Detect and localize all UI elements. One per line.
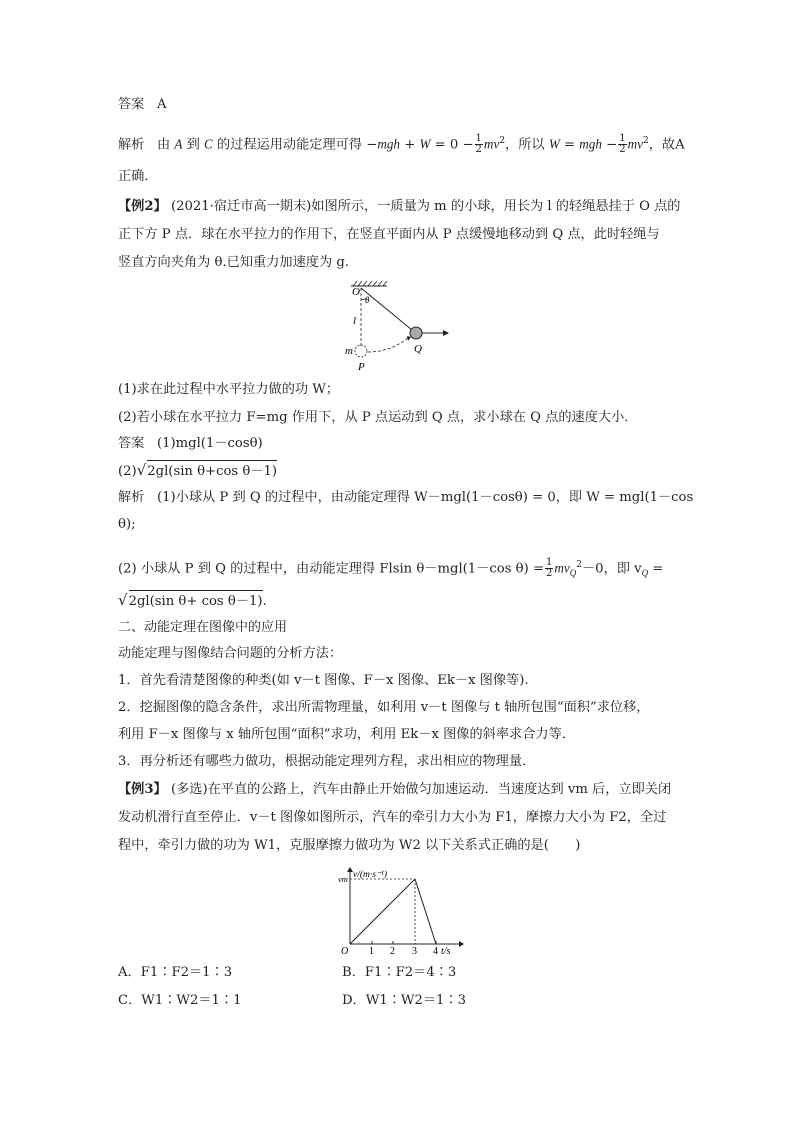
text: ，故A	[648, 137, 685, 153]
answer-1: (1)mgl(1－cosθ)	[156, 436, 263, 451]
question-1: (1)求在此过程中水平拉力做的功 W；	[118, 382, 340, 397]
fraction-half	[545, 558, 553, 579]
analysis2-line-3	[118, 555, 663, 583]
text: ，所以	[505, 137, 549, 153]
var-A: A	[174, 136, 183, 152]
var-C: C	[204, 136, 213, 152]
text: 由	[156, 137, 171, 153]
analysis2-line-2: θ);	[118, 517, 136, 532]
example2-line-1	[118, 197, 681, 217]
superscript: 2	[576, 560, 582, 570]
example-tag: 【例2】	[118, 199, 167, 214]
vt-graph	[335, 866, 465, 958]
y-axis-label: v/(m·s⁻¹)	[353, 870, 387, 880]
label-P: P	[358, 361, 365, 373]
text: 的过程运用动能定理可得 −	[217, 137, 378, 153]
pendulum-figure	[335, 280, 460, 375]
option-C[interactable]: C．W1∶W2＝1∶1	[118, 993, 242, 1008]
answer-2-radicand: 2gl(sin θ+cos θ－1)	[147, 460, 277, 482]
example2-line-3: 竖直方向夹角为 θ.已知重力加速度为 g.	[118, 255, 349, 270]
answer2-line-1	[118, 434, 263, 454]
option-A[interactable]: A．F1∶F2＝1∶3	[118, 965, 233, 980]
label-m: m	[345, 345, 353, 357]
option-B[interactable]: B．F1∶F2＝4∶3	[342, 965, 457, 980]
answer-line	[118, 95, 166, 115]
accel-segment	[350, 879, 415, 944]
frac-den: 2	[475, 144, 482, 156]
force-arrowhead	[443, 330, 449, 336]
vm-label: vm	[338, 874, 348, 884]
label-Q: Q	[414, 343, 422, 355]
frac-den: 2	[619, 144, 626, 156]
var-mgh: mgh	[377, 136, 401, 152]
sqrt-icon: √	[118, 591, 128, 609]
frac-num: 1	[546, 557, 553, 569]
x-axis-arrow	[459, 941, 464, 947]
origin-label: O	[341, 946, 349, 957]
option-D[interactable]: D．W1∶W2＝1∶3	[342, 993, 466, 1008]
example3-line-1	[118, 780, 671, 800]
sqrt-icon: √	[136, 461, 147, 479]
analysis-label: 解析	[118, 137, 145, 153]
analysis-line-2: 正确．	[118, 169, 158, 184]
text: =	[648, 561, 664, 577]
answer-2-prefix: (2)	[118, 464, 137, 479]
text: 到	[186, 137, 200, 153]
label-theta: θ	[365, 295, 370, 305]
tick-label-1: 1	[369, 946, 374, 957]
path-arc	[368, 338, 408, 352]
text: .	[262, 594, 267, 609]
frac-num: 1	[619, 133, 626, 145]
method-3: 3．再分析还有哪些力做功，根据动能定理列方程，求出相应的物理量．	[118, 754, 536, 769]
analysis2-line-1	[118, 488, 693, 508]
tick-label-3: 3	[412, 946, 417, 957]
section-title: 二、动能定理在图像中的应用	[118, 620, 288, 635]
answer-label: 答案	[118, 436, 145, 451]
label-O: O	[352, 286, 360, 298]
answer-value: A	[156, 97, 167, 112]
var-mgh: mgh	[579, 136, 602, 152]
fraction-half	[618, 134, 626, 155]
example3-line-3: 程中，牵引力做的功为 W1，克服摩擦力做功为 W2 以下关系式正确的是( )	[118, 838, 581, 853]
var-W: W	[419, 136, 431, 152]
frac-num: 1	[475, 133, 482, 145]
answer2-line-2	[118, 460, 277, 482]
analysis-line-1	[118, 131, 685, 155]
tick-label-4: 4	[433, 946, 438, 957]
tick-label-2: 2	[390, 946, 395, 957]
text: －0，即 v	[582, 561, 642, 577]
method-2b: 利用 F－x 图像与 x 轴所包围“面积”求功，利用 Ek－x 图像的斜率求合力等．	[118, 727, 575, 742]
var-mv: mv	[554, 560, 570, 576]
x-axis-label: t/s	[441, 946, 451, 957]
text: (2) 小球从 P 到 Q 的过程中，由动能定理得 Flsin θ－mgl(1－cos θ) =	[118, 561, 544, 577]
superscript: 2	[499, 136, 506, 146]
superscript: 2	[642, 136, 649, 146]
text: = 0 −	[430, 137, 474, 153]
ball-P	[355, 345, 367, 357]
example2-line-2: 正下方 P 点．球在水平拉力的作用下，在竖直平面内从 P 点缓慢地移动到 Q 点，此时轻绳与	[118, 227, 660, 242]
path-arrowhead	[407, 336, 411, 341]
text: (1)小球从 P 到 Q 的过程中，由动能定理得 W－mgl(1－cosθ) = 0，即 W = mgl(1－cos	[156, 490, 694, 505]
ball-Q	[410, 327, 422, 339]
analysis2-line-4	[118, 590, 267, 612]
example-tag: 【例3】	[118, 782, 167, 797]
fraction-half	[475, 134, 483, 155]
frac-den: 2	[546, 568, 553, 580]
text: (多选)在平直的公路上，汽车由静止开始做匀加速运动．当速度达到 vm 后，立即关闭	[170, 782, 672, 797]
var-W: W	[548, 136, 560, 152]
text: =	[559, 137, 580, 153]
analysis-label: 解析	[118, 490, 145, 505]
method-1: 1．首先看清楚图像的种类(如 v－t 图像、F－x 图像、Ek－x 图像等).	[118, 673, 529, 688]
label-l: l	[353, 315, 357, 327]
var-mv: mv	[483, 136, 500, 152]
radicand: 2gl(sin θ+ cos θ－1)	[129, 590, 263, 612]
text: +	[400, 137, 420, 153]
question-2: (2)若小球在水平拉力 F=mg 作用下，从 P 点运动到 Q 点，求小球在 Q 点的速度大小．	[118, 410, 638, 425]
example3-line-2: 发动机滑行直至停止．v－t 图像如图所示，汽车的牵引力大小为 F1，摩擦力大小为 F2，全过	[118, 810, 667, 825]
text: (2021·宿迁市高一期末)如图所示，一质量为 m 的小球，用长为 l 的轻绳悬挂于 O 点的	[170, 199, 681, 214]
text: −	[601, 137, 618, 153]
subscript: Q	[641, 568, 649, 579]
method-2a: 2．挖掘图像的隐含条件，求出所需物理量，如利用 v－t 图像与 t 轴所包围“面积”求位移，	[118, 700, 650, 715]
subscript: Q	[569, 568, 577, 579]
var-mv: mv	[627, 136, 643, 152]
method-intro: 动能定理与图像结合问题的分析方法：	[118, 646, 343, 661]
decel-segment	[415, 879, 436, 944]
answer-label: 答案	[118, 97, 145, 112]
